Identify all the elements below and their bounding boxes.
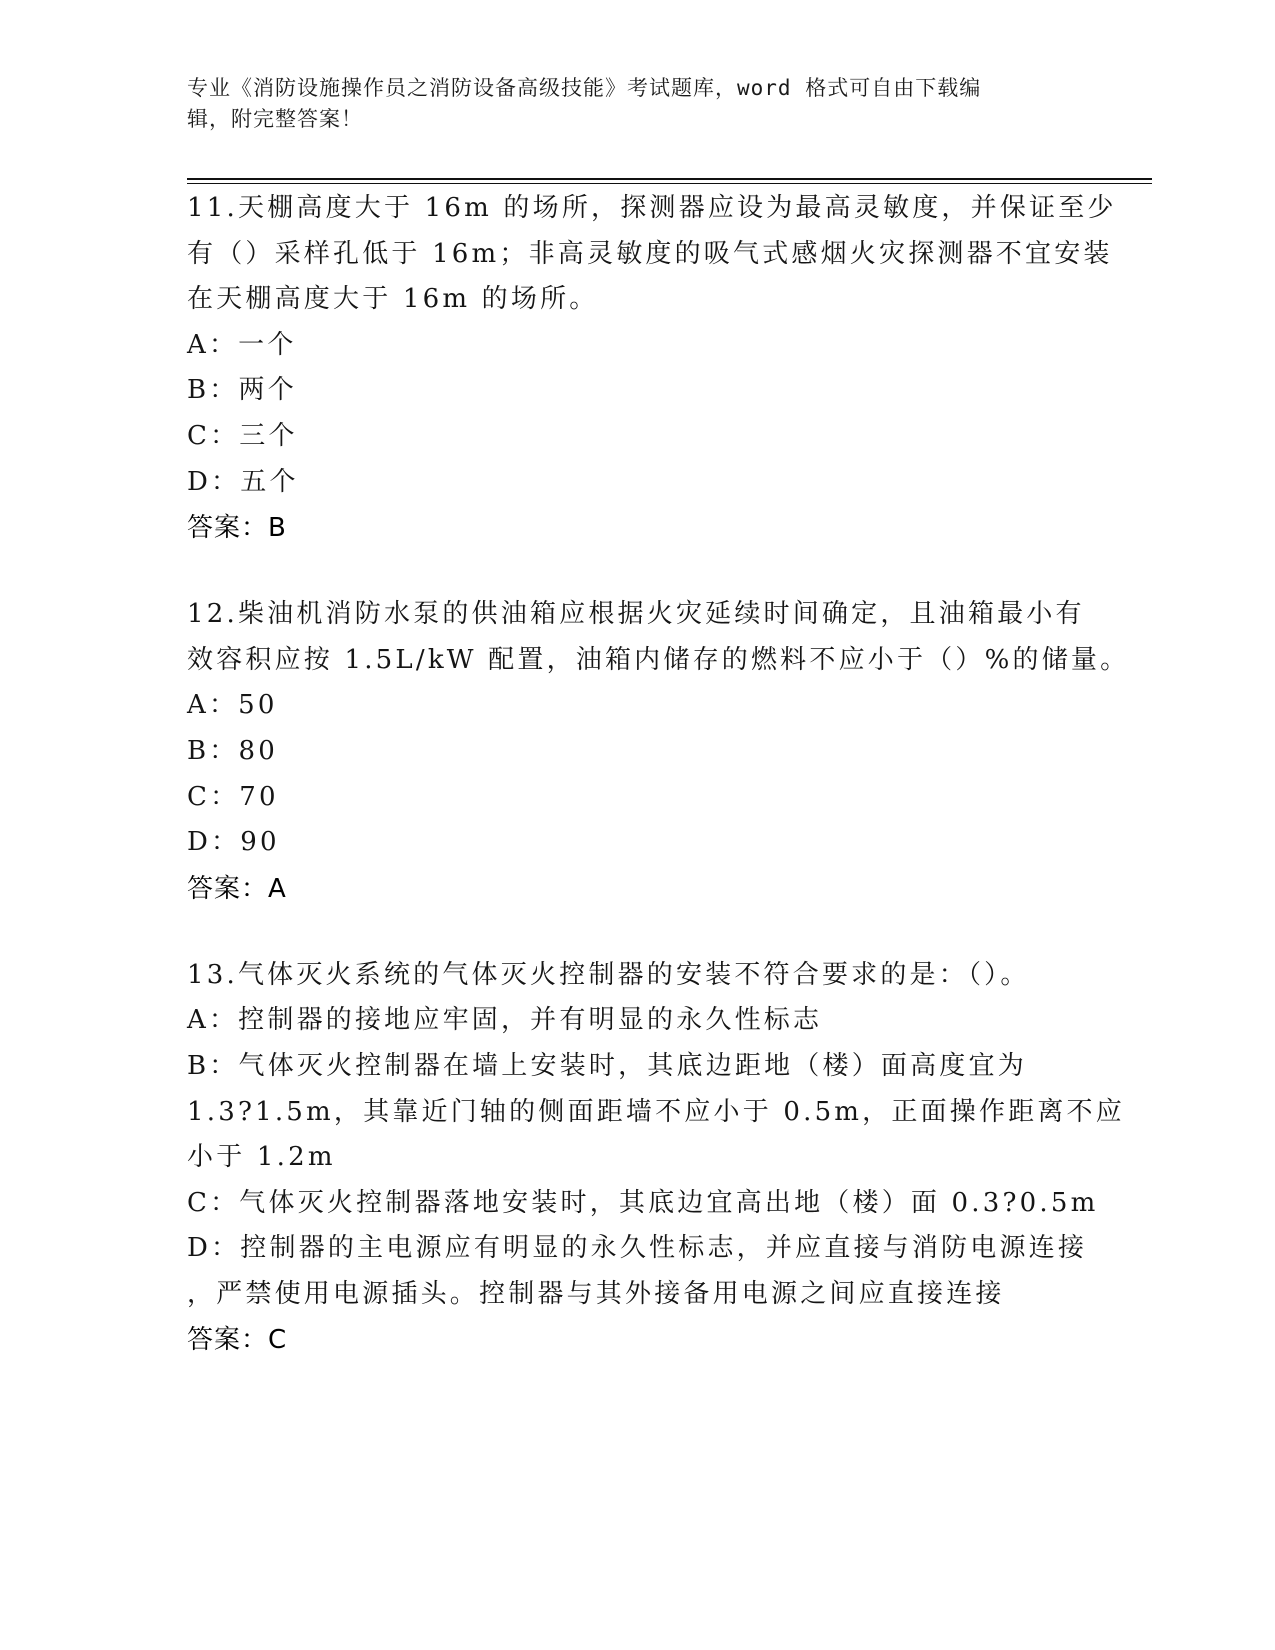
answer-label: 答案：C [187, 1325, 288, 1356]
option-b-continued: 1.3?1.5m，其靠近门轴的侧面距墙不应小于 0.5m，正面操作距离不应 [187, 1096, 1125, 1127]
option-d: D：五个 [187, 466, 299, 497]
answer-label: 答案：B [187, 513, 287, 544]
question-stem-line: 13.气体灭火系统的气体灭火控制器的安装不符合要求的是：（）。 [187, 959, 1030, 990]
question-stem-line: 效容积应按 1.5L/kW 配置，油箱内储存的燃料不应小于（）%的储量。 [187, 644, 1130, 675]
question-stem-line: 有（）采样孔低于 16m；非高灵敏度的吸气式感烟火灾探测器不宜安装 [187, 238, 1113, 269]
question-list [187, 186, 1130, 1404]
answer-label: 答案：A [187, 873, 287, 904]
option-a: A：一个 [187, 329, 297, 360]
option-b: B：80 [187, 735, 278, 766]
option-c: C：气体灭火控制器落地安装时，其底边宜高出地（楼）面 0.3?0.5m [187, 1187, 1099, 1218]
header-rule-thin [187, 183, 1152, 184]
question-stem-line: 12.柴油机消防水泵的供油箱应根据火灾延续时间确定，且油箱最小有 [187, 599, 1085, 630]
document-header [187, 73, 1087, 135]
option-b-continued: 小于 1.2m [187, 1142, 336, 1173]
option-d: D：控制器的主电源应有明显的永久性标志，并应直接与消防电源连接 [187, 1233, 1088, 1264]
question-stem-line: 在天棚高度大于 16m 的场所。 [187, 284, 599, 315]
header-line-1: 专业《消防设施操作员之消防设备高级技能》考试题库，word 格式可自由下载编 [187, 76, 982, 100]
option-a: A：50 [187, 690, 278, 721]
question-12 [187, 592, 1130, 913]
header-rule-thick [187, 178, 1152, 180]
header-line-2: 辑，附完整答案！ [187, 107, 363, 131]
option-c: C：70 [187, 781, 279, 812]
option-c: C：三个 [187, 420, 298, 451]
option-d-continued: ，严禁使用电源插头。控制器与其外接备用电源之间应直接连接 [187, 1278, 1005, 1309]
question-stem-line: 11.天棚高度大于 16m 的场所，探测器应设为最高灵敏度，并保证至少 [187, 193, 1117, 223]
question-11 [187, 186, 1117, 552]
option-b: B：两个 [187, 375, 297, 406]
option-b: B：气体灭火控制器在墙上安装时，其底边距地（楼）面高度宜为 [187, 1050, 1027, 1081]
option-a: A：控制器的接地应牢固，并有明显的永久性标志 [187, 1005, 823, 1036]
option-d: D：90 [187, 827, 280, 858]
question-13 [187, 953, 1125, 1365]
